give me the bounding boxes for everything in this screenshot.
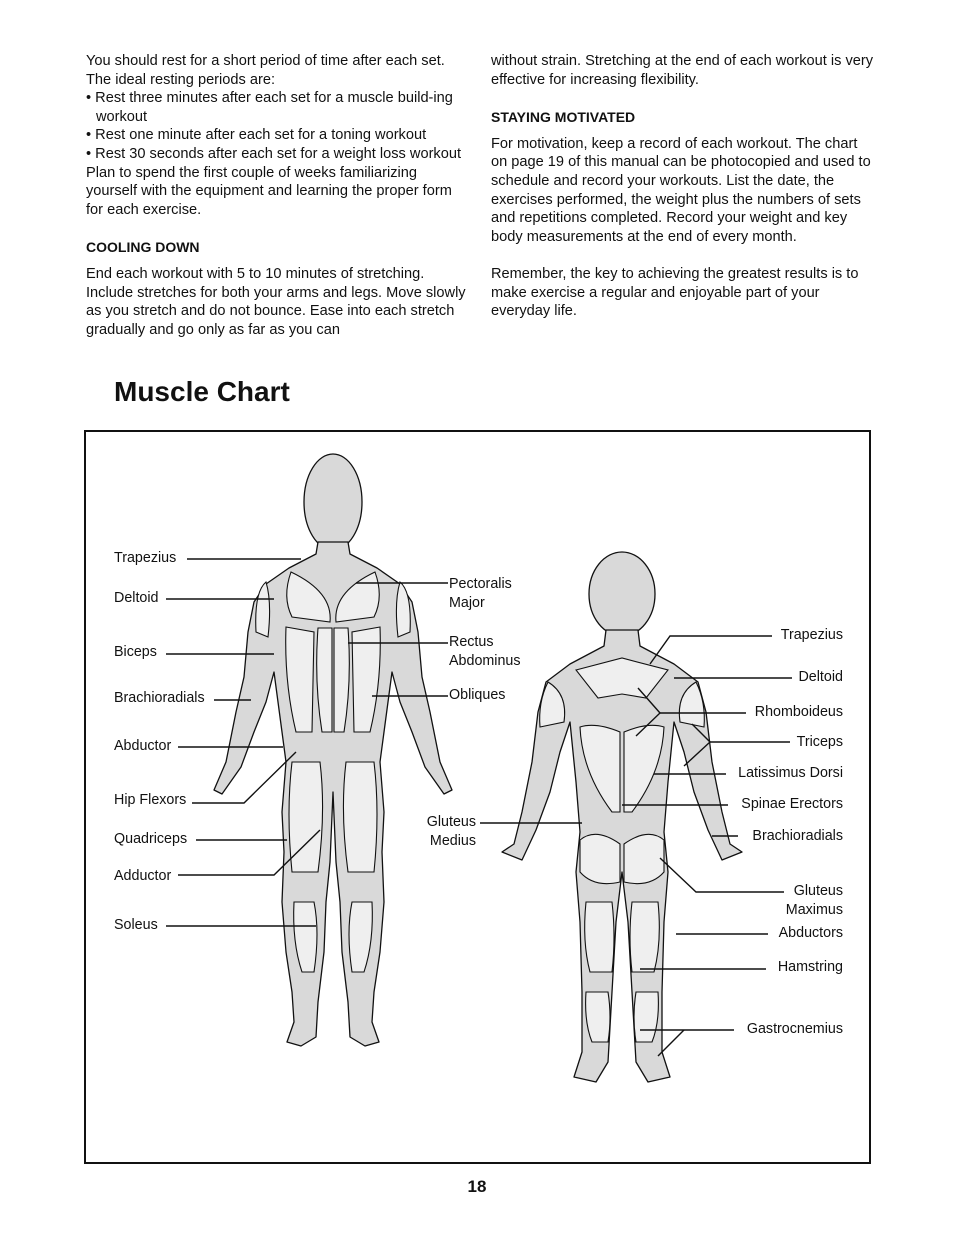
back-hamstring-right — [630, 902, 659, 972]
cooling-text: End each workout with 5 to 10 minutes of stretching. Include stretches for both your arms and legs. Move slowly as you stretch and do not bounce. Ease into each stretch gradually and go only as far as you can — [86, 265, 466, 338]
label-line: Gluteus — [793, 883, 843, 899]
back-body — [502, 630, 742, 1082]
label-front-rectus-abdominus — [449, 633, 521, 671]
continuation-text: without strain. Stretching at the end of each workout is very effective for increasing flexibility. — [491, 53, 874, 88]
label-front-brachioradials: Brachioradials — [114, 690, 205, 706]
page-number: 18 — [467, 1177, 487, 1196]
bullet-item: • Rest one minute after each set for a toning workout — [86, 126, 471, 145]
plan-text: Plan to spend the first couple of weeks familiarizing yourself with the equipment and learning the proper form for each exercise. — [86, 164, 452, 218]
label-back-abductors: Abductors — [778, 925, 843, 941]
rest-intro: You should rest for a short period of time after each set. The ideal resting periods are: — [86, 53, 445, 88]
label-front-trapezius: Trapezius — [114, 550, 177, 566]
motivated-text: For motivation, keep a record of each workout. The chart on page 19 of this manual can be photocopied and used to schedule and record your workouts. List the date, the exercises performed, the weight plus the numbers of sets and repetitions completed. Record your weight and key body measurements at the end of every month. — [491, 135, 871, 245]
back-calf-left — [586, 992, 610, 1042]
label-line: Abdominus — [449, 653, 521, 669]
bullet-item: • Rest 30 seconds after each set for a weight loss workout — [86, 145, 471, 164]
label-front-abductor: Abductor — [114, 738, 172, 754]
label-line: Pectoralis — [449, 576, 512, 592]
back-glute-right — [624, 834, 664, 883]
front-deltoid-left — [256, 582, 270, 637]
back-hamstring-left — [585, 902, 614, 972]
back-head — [589, 552, 655, 636]
label-line: Gluteus — [426, 814, 476, 830]
label-front-hip-flexors: Hip Flexors — [114, 792, 187, 808]
motivated-heading: STAYING MOTIVATED — [491, 109, 636, 126]
label-line: Rectus — [449, 634, 494, 650]
label-back-deltoid: Deltoid — [798, 669, 843, 685]
label-front-deltoid: Deltoid — [114, 590, 159, 606]
label-front-soleus: Soleus — [114, 917, 158, 933]
label-back-gastrocnemius: Gastrocnemius — [746, 1021, 843, 1037]
label-back-trapezius: Trapezius — [780, 627, 843, 643]
label-back-brachioradials: Brachioradials — [752, 828, 843, 844]
remember-text: Remember, the key to achieving the greatest results is to make exercise a regular and enjoyable part of your everyday life. — [491, 265, 859, 320]
back-glute-left — [580, 834, 620, 883]
label-front-obliques: Obliques — [449, 687, 506, 703]
bullet-item: • Rest three minutes after each set for a muscle build-ing workout — [86, 89, 471, 126]
label-back-hamstring: Hamstring — [777, 959, 843, 975]
label-line: Medius — [429, 833, 476, 849]
front-quad-right — [343, 762, 377, 872]
label-gluteus-medius — [420, 813, 476, 851]
label-front-quadriceps: Quadriceps — [114, 831, 188, 847]
back-calf-right — [634, 992, 658, 1042]
label-back-rhomboideus: Rhomboideus — [754, 704, 843, 720]
label-back-gluteus-maximus — [786, 882, 843, 920]
label-back-triceps: Triceps — [796, 734, 843, 750]
label-line: Major — [449, 595, 485, 611]
label-front-biceps: Biceps — [114, 644, 157, 660]
label-front-pectoralis — [449, 575, 512, 613]
chart-title: Muscle Chart — [114, 376, 290, 407]
label-back-spinae: Spinae Erectors — [741, 796, 843, 812]
left-column — [86, 52, 471, 339]
label-back-latissimus: Latissimus Dorsi — [738, 765, 843, 781]
front-deltoid-right — [396, 582, 410, 637]
cooling-heading: COOLING DOWN — [86, 239, 200, 256]
muscle-chart-frame — [84, 430, 871, 1164]
label-front-adductor: Adductor — [114, 868, 172, 884]
front-body — [214, 542, 452, 1046]
label-line: Maximus — [785, 902, 843, 918]
right-column — [491, 52, 876, 321]
front-head — [304, 454, 362, 550]
